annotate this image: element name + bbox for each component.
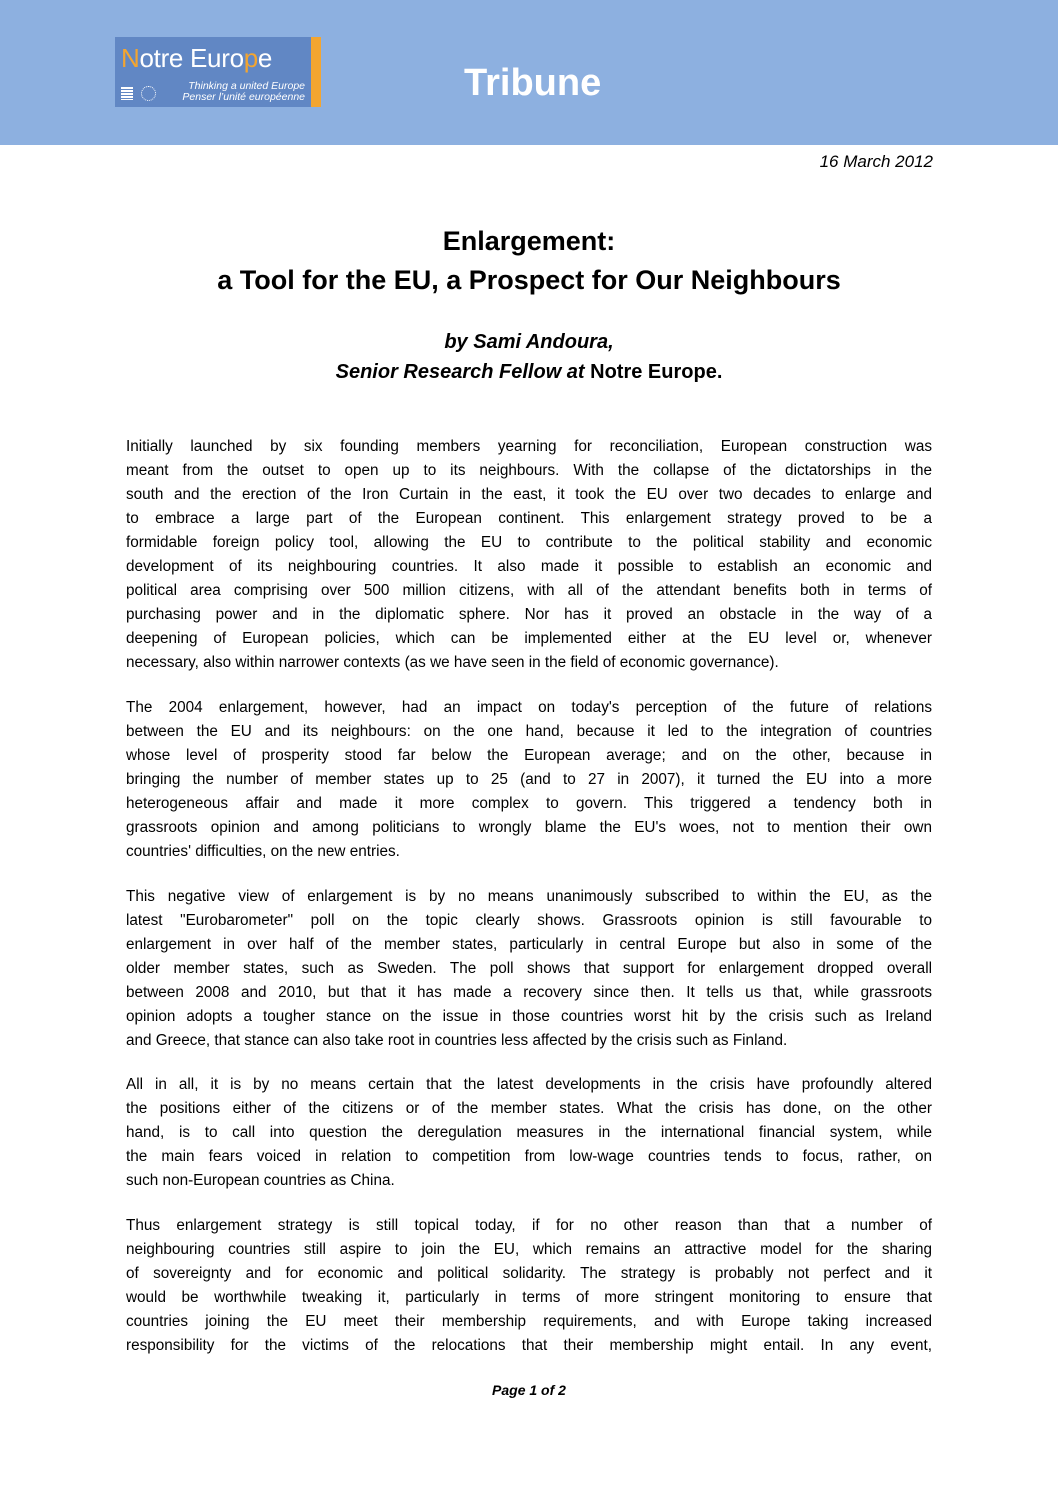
text-line: purchasing power and in the diplomatic sphere. Nor has it proved an obstacle in the way of a: [126, 606, 932, 623]
text-line: older member states, such as Sweden. The poll shows that support for enlargement dropped overall: [126, 960, 932, 977]
text-line: opinion adopts a tougher stance on the issue in those countries worst hit by the crisis such as Ireland: [126, 1008, 932, 1025]
text-line: necessary, also within narrower contexts (as we have seen in the field of economic governance).: [126, 654, 779, 671]
text-line: All in all, it is by no means certain that the latest developments in the crisis have profoundly altered: [126, 1076, 932, 1093]
text-line: neighbouring countries still aspire to join the EU, which remains an attractive model for the sharing: [126, 1241, 932, 1258]
text-line: development of its neighbouring countries. It also made it possible to establish an economic and: [126, 558, 932, 575]
text-line: whose level of prosperity stood far below the European average; and on the other, because in: [126, 747, 932, 764]
paragraph-3: [126, 885, 932, 1053]
text-line: between the EU and its neighbours: on the one hand, because it led to the integration of countries: [126, 723, 932, 740]
text-line: south and the erection of the Iron Curtain in the east, it took the EU over two decades to enlarge and: [126, 486, 932, 503]
text-line: bringing the number of member states up to 25 (and to 27 in 2007), it turned the EU into a more: [126, 771, 932, 788]
text-line: This negative view of enlargement is by no means unanimously subscribed to within the EU, as the: [126, 888, 932, 905]
text-line: heterogeneous affair and made it more complex to govern. This triggered a tendency both in: [126, 795, 932, 812]
page-number: Page 1 of 2: [492, 1382, 566, 1398]
text-line: between 2008 and 2010, but that it has made a recovery since then. It tells us that, while grassroots: [126, 984, 932, 1001]
document-icon: [121, 87, 133, 100]
text-line: The 2004 enlargement, however, had an impact on today's perception of the future of relations: [126, 699, 932, 716]
logo-letter: e: [257, 43, 273, 73]
tagline-fr: Penser l’unité européenne: [182, 91, 305, 103]
role: Senior Research Fellow at: [335, 361, 591, 383]
header-banner: [0, 0, 1058, 145]
text-line: Initially launched by six founding members yearning for reconciliation, European construction was: [126, 438, 932, 455]
text-line: grassroots opinion and among politicians to wrongly blame the EU's woes, not to mention their own: [126, 819, 932, 836]
paragraph-2: [126, 696, 932, 864]
text-line: enlargement in over half of the member states, particularly in central Europe but also in some of the: [126, 936, 932, 953]
paragraph-5: [126, 1214, 932, 1358]
text-line: the main fears voiced in relation to competition from low-wage countries tends to focus, rather, on: [126, 1148, 932, 1165]
logo-letter: p: [243, 43, 258, 73]
byline-author: by Sami Andoura,: [444, 331, 614, 353]
organization: Notre Europe.: [590, 361, 723, 383]
text-line: hand, is to call into question the deregulation measures in the international financial system, while: [126, 1124, 932, 1141]
notre-europe-logo: [115, 37, 321, 107]
paragraph-1: [126, 435, 932, 675]
text-line: responsibility for the victims of the relocations that their membership might entail. In any event,: [126, 1337, 932, 1354]
text-line: countries joining the EU meet their membership requirements, and with Europe taking increased: [126, 1313, 932, 1330]
title-line-1: Enlargement:: [442, 226, 616, 256]
logo-tagline: [182, 81, 305, 103]
text-line: countries' difficulties, on the new entries.: [126, 843, 400, 860]
eu-stars-icon: [141, 86, 156, 101]
tagline-en: Thinking a united Europe: [188, 80, 305, 92]
text-line: such non-European countries as China.: [126, 1172, 395, 1189]
text-line: the positions either of the citizens or of the member states. What the crisis has done, on the other: [126, 1100, 932, 1117]
text-line: of sovereignty and for economic and political solidarity. The strategy is probably not perfect and it: [126, 1265, 932, 1282]
paragraph-4: [126, 1073, 932, 1193]
text-line: deepening of European policies, which can be implemented either at the EU level or, whenever: [126, 630, 932, 647]
text-line: meant from the outset to open up to its neighbours. With the collapse of the dictatorships in the: [126, 462, 932, 479]
text-line: would be worthwhile tweaking it, particularly in terms of more stringent monitoring to ensure that: [126, 1289, 932, 1306]
text-line: Thus enlargement strategy is still topical today, if for no other reason than that a number of: [126, 1217, 932, 1234]
logo-name: [121, 43, 272, 74]
text-line: political area comprising over 500 million citizens, with all of the attendant benefits both in terms of: [126, 582, 932, 599]
publication-date: 16 March 2012: [819, 152, 933, 171]
title-line-2: a Tool for the EU, a Prospect for Our Neighbours: [217, 265, 841, 295]
text-line: latest "Eurobarometer" poll on the topic clearly shows. Grassroots opinion is still favourable to: [126, 912, 932, 929]
logo-letter: N: [121, 43, 140, 73]
text-line: to embrace a large part of the European continent. This enlargement strategy proved to be a: [126, 510, 932, 527]
byline-role: [0, 361, 1058, 384]
text-line: and Greece, that stance can also take root in countries less affected by the crisis such as Finland.: [126, 1032, 788, 1049]
text-line: formidable foreign policy tool, allowing the EU to contribute to the political stability and economic: [126, 534, 932, 551]
series-label: Tribune: [464, 62, 602, 104]
logo-letters: otre Euro: [139, 43, 244, 73]
